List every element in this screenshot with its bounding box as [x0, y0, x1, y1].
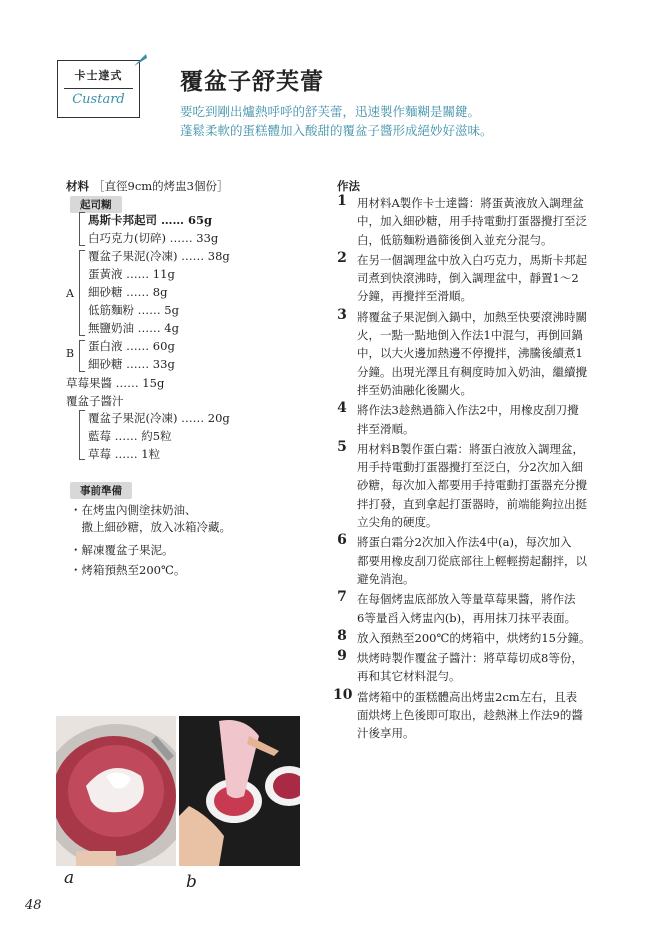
- ingredients-heading: [66, 178, 229, 194]
- step-number: 3: [337, 306, 347, 323]
- step-line: 汁後享用。: [357, 726, 415, 741]
- step-line: 中，以大火邊加熱邊不停攪拌，沸騰後續煮1: [357, 346, 583, 361]
- step-number: 8: [337, 627, 347, 644]
- ingredient-item: 覆盆子果泥(冷凍) …… 20g: [88, 411, 230, 425]
- ingredient-item: 草莓果醬 …… 15g: [66, 376, 165, 390]
- photo-a: [56, 716, 176, 866]
- step-number: 6: [337, 532, 347, 549]
- step-line: 當烤箱中的蛋糕體高出烤盅2cm左右，且表: [357, 689, 578, 704]
- step-line: 在每個烤盅底部放入等量草莓果醬，將作法: [357, 592, 576, 607]
- sauce-label: 覆盆子醬汁: [66, 394, 124, 408]
- ingredient-item: 蛋黃液 …… 11g: [88, 267, 175, 281]
- step-line: 將覆盆子果泥倒入鍋中，加熱至快要滾沸時關: [357, 309, 587, 324]
- step-line: 砂糖，每次加入都要用手持電動打蛋器充分攪: [357, 478, 587, 493]
- step-line: 火，一點一點地倒入作法1中混勻，再倒回鍋: [357, 328, 583, 343]
- ingredient-item: 細砂糖 …… 33g: [88, 357, 175, 371]
- custard-section-pill: 起司糊: [70, 196, 122, 213]
- sauce-bracket: [79, 410, 85, 460]
- ingredient-item: 蛋白液 …… 60g: [88, 339, 175, 353]
- step-number: 2: [337, 249, 347, 266]
- prep-item: ・在烤盅內側塗抹奶油、: [70, 503, 197, 517]
- step-number: 10: [333, 686, 353, 703]
- step-line: 放入預熱至200℃的烤箱中，烘烤約15分鐘。: [357, 630, 591, 645]
- step-line: 拌至滑順。: [357, 421, 415, 436]
- photo-caption-b: b: [186, 872, 197, 892]
- step-line: 用手持電動打蛋器攪打至泛白，分2次加入細: [357, 460, 583, 475]
- step-line: 都要用橡皮刮刀從底部往上輕輕撈起翻拌，以: [357, 553, 587, 568]
- step-line: 分鐘。出現光澤且有稠度時加入奶油，繼續攪: [357, 364, 587, 379]
- step-text: [357, 688, 593, 743]
- ingredient-item: 低筋麵粉 …… 5g: [88, 303, 179, 317]
- step-line: 立尖角的硬度。: [357, 515, 438, 530]
- step-text: [357, 401, 593, 438]
- method-heading: 作法: [337, 179, 360, 193]
- step-line: 將作法3趁熱過篩入作法2中，用橡皮刮刀攪: [357, 403, 579, 418]
- category-tag-bottom: Custard: [72, 92, 125, 107]
- group-b-label: B: [66, 347, 75, 360]
- step-text: [357, 590, 593, 627]
- group-a-bracket: [79, 250, 85, 336]
- group-a-label: A: [66, 287, 74, 300]
- step-number: 9: [337, 648, 347, 665]
- step-line: 司煮到快滾沸時，倒入調理盆中，靜置1～2: [357, 271, 579, 286]
- intro-text: [180, 102, 620, 140]
- ingredient-item: 白巧克力(切碎) …… 33g: [88, 231, 219, 245]
- prep-section-pill: 事前準備: [70, 482, 132, 499]
- step-text: [357, 194, 593, 249]
- step-line: 白，低筋麵粉過篩後倒入並充分混勻。: [357, 232, 553, 247]
- step-line: 在另一個調理盆中放入白巧克力，馬斯卡邦起: [357, 252, 587, 267]
- photo-caption-a: a: [64, 868, 75, 888]
- step-text: [357, 251, 593, 306]
- step-text: [357, 629, 593, 647]
- prep-item: 撒上細砂糖，放入冰箱冷藏。: [70, 520, 231, 534]
- step-line: 面烘烤上色後即可取出，趁熱淋上作法9的醬: [357, 708, 583, 723]
- step-line: 拌至奶油融化後關火。: [357, 382, 472, 397]
- ingredient-item: 藍莓 …… 約5粒: [88, 429, 172, 443]
- step-line: 再和其它材料混勻。: [357, 669, 461, 684]
- step-line: 避免消泡。: [357, 571, 415, 586]
- ingredient-item: 覆盆子果泥(冷凍) …… 38g: [88, 249, 230, 263]
- page-number: 48: [25, 898, 42, 913]
- photo-b: [179, 716, 300, 866]
- ingredient-item: 無鹽奶油 …… 4g: [88, 321, 179, 335]
- step-line: 分鐘，再攪拌至滑順。: [357, 289, 472, 304]
- step-number: 7: [337, 589, 347, 606]
- step-number: 5: [337, 438, 347, 455]
- step-line: 用材料A製作卡士達醬：將蛋黃液放入調理盆: [357, 196, 584, 210]
- ingredients-heading-label: 材料: [66, 179, 89, 193]
- step-text: [357, 440, 593, 531]
- category-tag-divider: [64, 88, 133, 89]
- custard-top-bracket: [79, 212, 85, 246]
- intro-line: 蓬鬆柔軟的蛋糕體加入酸甜的覆盆子醬形成絕妙好滋味。: [180, 123, 493, 138]
- step-number: 4: [337, 400, 347, 417]
- step-line: 拌打發，直到拿起打蛋器時，前端能夠拉出挺: [357, 496, 587, 511]
- step-line: 烘烤時製作覆盆子醬汁：將草莓切成8等份，: [357, 651, 583, 666]
- mixing-bowl-photo: [56, 716, 176, 866]
- step-text: [357, 649, 593, 686]
- step-line: 6等量舀入烤盅內(b)，再用抹刀抹平表面。: [357, 610, 577, 625]
- prep-item: ・烤箱預熱至200℃。: [70, 563, 186, 577]
- step-line: 中，加入細砂糖，用手持電動打蛋器攪打至泛: [357, 214, 587, 229]
- group-b-bracket: [79, 340, 85, 372]
- piping-bag-icon: [132, 52, 148, 68]
- intro-line: 要吃到剛出爐熱呼呼的舒芙蕾，迅速製作麵糊是關鍵。: [180, 104, 481, 119]
- step-number: 1: [337, 193, 347, 209]
- category-tag-top: 卡士達式: [74, 69, 123, 82]
- step-line: 將蛋白霜分2次加入作法4中(a)，每次加入: [357, 535, 572, 550]
- ingredient-item: 細砂糖 …… 8g: [88, 285, 168, 299]
- ingredient-item: 草莓 …… 1粒: [88, 447, 161, 461]
- step-text: [357, 308, 593, 399]
- step-line: 用材料B製作蛋白霜：將蛋白液放入調理盆，: [357, 441, 584, 456]
- page-title: 覆盆子舒芙蕾: [180, 68, 324, 95]
- step-text: [357, 533, 593, 588]
- prep-item: ・解凍覆盆子果泥。: [70, 543, 174, 557]
- ingredient-item: 馬斯卡邦起司 …… 65g: [88, 213, 213, 227]
- ingredients-heading-sub: ［直徑9cm的烤盅3個份］: [93, 179, 229, 193]
- filling-ramekin-photo: [179, 716, 300, 866]
